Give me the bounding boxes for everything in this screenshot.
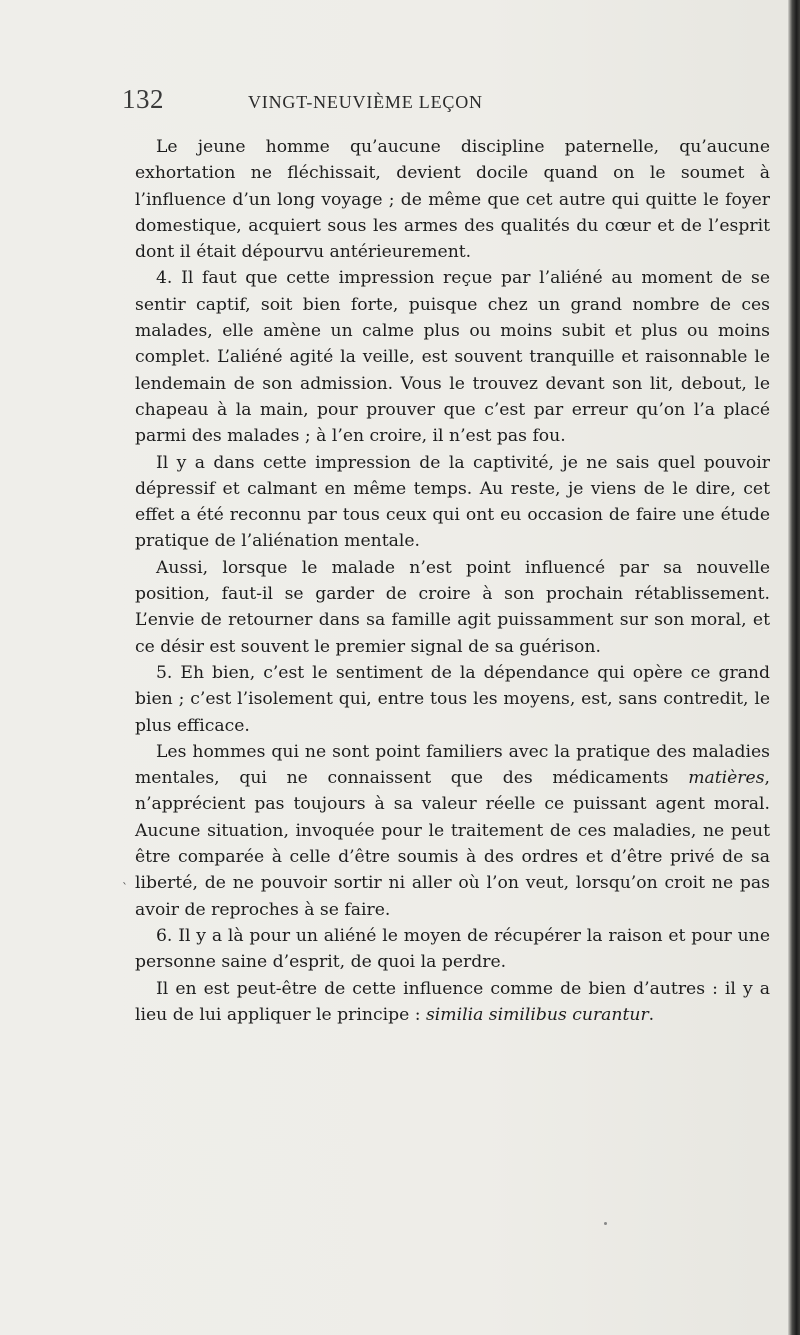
- running-head: VINGT-NEUVIÈME LEÇON: [248, 92, 483, 112]
- paragraph-5-text: 5. Eh bien, c’est le sentiment de la dépendance qui opère ce grand bien ; c’est l’isolement qui, entre tous les moyens, est, sans contredit, le plus efficace.: [135, 662, 770, 736]
- paragraph-6-italic: matières: [688, 768, 765, 789]
- paragraph-8-text-a: Il en est peut-être de cette influence comme de bien d’autres : il y a lieu de lui appliquer le principe :: [135, 978, 770, 1025]
- paragraph-1-text: Le jeune homme qu’aucune discipline paternelle, qu’aucune exhortation ne fléchissait, devient docile quand on le soumet à l’influence d’un long voyage ; de même que cet autre qui quitte le foyer domestique, acquiert sous les armes des qualités du cœur et de l’esprit dont il était dépourvu antérieurement.: [135, 137, 770, 263]
- paragraph-2: [135, 265, 770, 449]
- stray-dot: [604, 1222, 607, 1225]
- page-number: 132: [122, 84, 164, 114]
- page-header: [0, 84, 800, 124]
- paragraph-3-text: Il y a dans cette impression de la captivité, je ne sais quel pouvoir dépressif et calmant en même temps. Au reste, je viens de le dire, cet effet a été reconnu par tous ceux qui ont eu occasion de faire une étude pratique de l’aliénation mentale.: [135, 452, 770, 552]
- paragraph-6-text-a: Les hommes qui ne sont point familiers avec la pratique des maladies mentales, qui ne connaissent que des médicaments: [135, 741, 770, 789]
- paragraph-7-text: 6. Il y a là pour un aliéné le moyen de récupérer la raison et pour une personne saine d’esprit, de quoi la perdre.: [135, 925, 770, 973]
- paragraph-6: [135, 739, 770, 923]
- paragraph-3: [135, 450, 770, 555]
- paragraph-4-text: Aussi, lorsque le malade n’est point influencé par sa nouvelle position, faut-il se garder de croire à son prochain rétablissement. L’envie de retourner dans sa famille agit puissamment sur son moral, et ce désir est souvent le premier signal de sa guérison.: [135, 557, 770, 657]
- paragraph-2-text: 4. Il faut que cette impression reçue par l’aliéné au moment de se sentir captif, soit bien forte, puisque chez un grand nombre de ces malades, elle amène un calme plus ou moins subit et plus ou moins complet. L’aliéné agité la veille, est souvent tranquille et raisonnable le lendemain de son admission. Vous le trouvez devant son lit, debout, le chapeau à la main, pour prouver que c’est par erreur qu’on l’a placé parmi des malades ; à l’en croire, il n’est pas fou.: [135, 268, 770, 447]
- paragraph-1: [135, 134, 770, 265]
- paragraph-5: [135, 660, 770, 739]
- paragraph-6-text-b: , n’apprécient pas toujours à sa valeur réelle ce puissant agent moral. Aucune situation, invoquée pour le traitement de ces maladies, ne peut être comparée à celle d’être soumis à des ordres et d’être privé de sa liberté, de ne pouvoir sortir ni aller où l’on veut, lorsqu’on croit ne pas avoir de reproches à se faire.: [135, 768, 770, 920]
- paragraph-7: [135, 923, 770, 976]
- paragraph-8: [135, 976, 770, 1029]
- body-text: [135, 134, 770, 1028]
- paragraph-4: [135, 555, 770, 660]
- paragraph-8-italic: similia similibus curantur: [425, 1004, 649, 1025]
- paragraph-8-text-b: .: [648, 1004, 655, 1025]
- page-edge-shadow: [788, 0, 800, 1335]
- margin-mark: ˋ: [122, 881, 128, 895]
